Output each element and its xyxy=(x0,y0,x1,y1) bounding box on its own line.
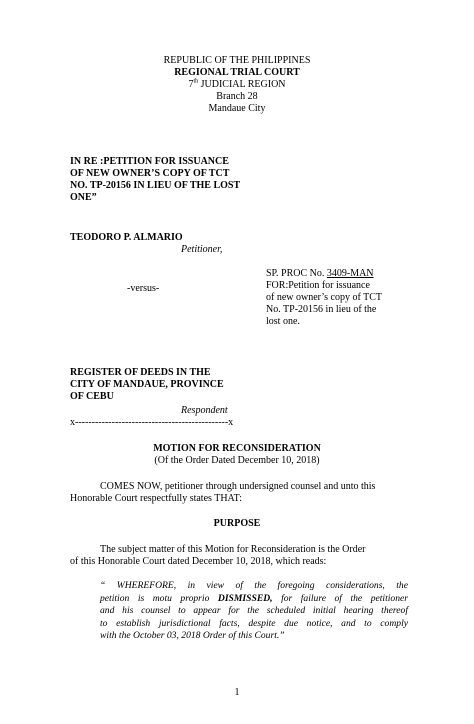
sp-proc-line xyxy=(266,268,406,280)
quoted-order xyxy=(100,580,408,643)
quote-text: for failure of the petitioner xyxy=(272,592,408,604)
motion-title: MOTION FOR RECONSIDERATION xyxy=(153,443,321,454)
quote-line: with the October 03, 2018 Order of this Court.” xyxy=(100,630,285,641)
in-re-line: OF NEW OWNER’S COPY OF TCT xyxy=(70,168,230,179)
caption-rule: x----------------------------------------------x xyxy=(70,417,234,428)
respondent-line: REGISTER OF DEEDS IN THE xyxy=(70,367,211,378)
header-city: Mandaue City xyxy=(208,103,266,114)
quote-dismissed: DISMISSED, xyxy=(217,592,273,604)
intro-line: COMES NOW, petitioner through undersigned counsel and unto this xyxy=(100,481,376,492)
quote-line: and his counsel to appear for the scheduled initial hearing thereof xyxy=(100,605,408,616)
purpose-line: The subject matter of this Motion for Reconsideration is the Order xyxy=(100,544,366,555)
region-number: 7 xyxy=(188,79,194,90)
region-superscript: th xyxy=(193,78,199,85)
petitioner-role: Petitioner, xyxy=(181,244,223,255)
in-re-line: IN RE :PETITION FOR ISSUANCE xyxy=(70,156,229,167)
intro-line: Honorable Court respectfully states THAT: xyxy=(70,493,243,504)
purpose-heading: PURPOSE xyxy=(213,518,261,529)
quote-line: “ WHEREFORE, in view of the foregoing considerations, the xyxy=(100,580,408,591)
header-republic: REPUBLIC OF THE PHILIPPINES xyxy=(163,55,311,66)
in-re-line: NO. TP-20156 IN LIEU OF THE LOST xyxy=(70,180,241,191)
case-for-line: No. TP-20156 in lieu of the xyxy=(266,304,377,315)
respondent-line: OF CEBU xyxy=(70,391,114,402)
header-branch: Branch 28 xyxy=(216,91,258,102)
case-info xyxy=(266,268,406,328)
respondent-line: CITY OF MANDAUE, PROVINCE xyxy=(70,379,224,390)
purpose-line: of this Honorable Court dated December 10, 2018, which reads: xyxy=(70,556,327,567)
quote-text: petition is motu proprio xyxy=(100,592,218,604)
respondent-block xyxy=(70,367,290,403)
petitioner-name: TEODORO P. ALMARIO xyxy=(70,232,183,243)
sp-proc-label: SP. PROC No. xyxy=(266,268,327,279)
case-for-line: of new owner’s copy of TCT xyxy=(266,292,382,303)
quote-line: to establish jurisdictional facts, despite due notice, and to comply xyxy=(100,617,408,629)
case-for-line: FOR:Petition for issuance xyxy=(266,280,370,291)
motion-subtitle: (Of the Order Dated December 10, 2018) xyxy=(154,455,320,466)
in-re-line: ONE” xyxy=(70,192,97,203)
case-for-line: lost one. xyxy=(266,316,300,327)
in-re-caption xyxy=(70,156,300,204)
respondent-role: Respondent xyxy=(181,405,228,416)
region-text: JUDICIAL REGION xyxy=(198,79,286,90)
page-number: 1 xyxy=(234,687,240,698)
quote-line xyxy=(100,593,408,606)
sp-proc-number: 3409-MAN xyxy=(326,268,374,279)
versus-label: -versus- xyxy=(127,283,160,294)
header-court: REGIONAL TRIAL COURT xyxy=(174,67,300,78)
header-region xyxy=(0,79,474,91)
